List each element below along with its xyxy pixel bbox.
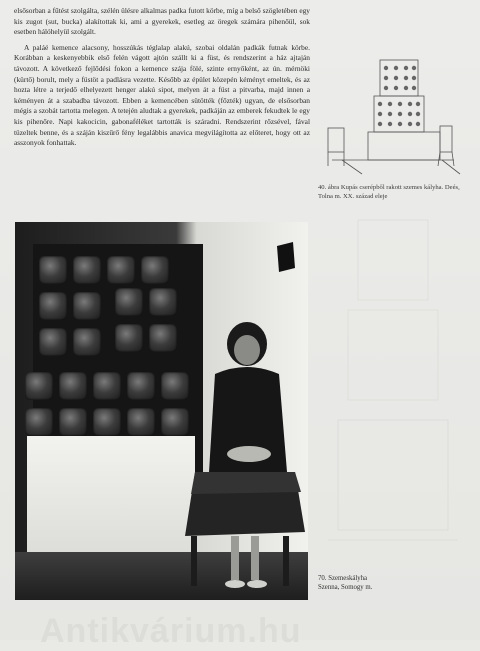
stove-tile bbox=[107, 256, 135, 284]
paragraph-2: A paláé kemence alacsony, hosszúkás téglalap alakú, szobai oldalán padkák futnak körbe. Korábban a keskenyebbik első felén vágott ajtón szállt ki a füst, és rendszerint a ház ajtaján távozott. A következő fejlődési fokon a kemence szája fölé, szinte ernyőként, az ún. mérnöki (kürtő) borult, mely a füstöt a padlásra vezette. Később az épület közepén kéményt emeltek, és az hozta létre a terjedő elhelyezett henger alakú sipot, melyen át a füst a pitvarba, majd innen a kéményen át a szabadba távozott. Ebben a kemencében sütötték (főzték) ugyan, de elsősorban mégis a szobát tartotta melegen. A tetején aludtak a gyerekek, padkáján az emberek fekudtek le egy kis pihenőre. Napi kakocicin, gabonaféléket tartották is száradni. Rendszerint rőzsével, fával tüzeltek benne, és a száján kiszűrő fény legalábbis anavica megvilágította az előteret, hogy ott az asszonyok fonhattak. bbox=[14, 42, 310, 148]
paragraph-1: elsősorban a fűtést szolgálta, szélén ülésre alkalmas padka futott körbe, míg a belső szögletében egy kis zugot (sut, bucka) alakítottak ki, ami a gyerekek, esetleg az öregek számára pihenőül, sok esetben hálóhelyül szolgált. bbox=[14, 6, 310, 37]
stove-tile bbox=[73, 292, 101, 320]
stove-tile bbox=[127, 408, 155, 436]
wall-lamp bbox=[273, 240, 297, 274]
photo-caption bbox=[318, 574, 468, 592]
stove-tile bbox=[73, 328, 101, 356]
stove-photograph bbox=[15, 222, 308, 600]
bleed-through-drawing bbox=[318, 200, 468, 570]
seated-woman bbox=[165, 322, 308, 600]
stove-tile bbox=[127, 372, 155, 400]
stove-tile bbox=[115, 288, 143, 316]
stove-tile bbox=[39, 292, 67, 320]
stove-tile bbox=[39, 256, 67, 284]
body-text bbox=[14, 6, 310, 154]
stove-tile bbox=[39, 328, 67, 356]
stove-tile bbox=[73, 256, 101, 284]
photo-caption-location: Szenna, Somogy m. bbox=[318, 584, 373, 592]
photo-caption-title: 70. Szemeskályha bbox=[318, 575, 368, 582]
stove-tile bbox=[59, 408, 87, 436]
stove-tile bbox=[115, 324, 143, 352]
figure-caption-small: 40. ábra Kupás cserépből rakott szemes kályha. Deés, Tolna m. XX. század eleje bbox=[318, 184, 460, 200]
stove-tile bbox=[25, 372, 53, 400]
stove-tile bbox=[59, 372, 87, 400]
stove-tile bbox=[93, 372, 121, 400]
stove-tile bbox=[93, 408, 121, 436]
stove-tile bbox=[25, 408, 53, 436]
bleed-through-text: Antikvárium.hu bbox=[40, 612, 302, 650]
stove-line-drawing bbox=[322, 56, 464, 178]
stove-tile bbox=[149, 288, 177, 316]
stove-tile bbox=[141, 256, 169, 284]
